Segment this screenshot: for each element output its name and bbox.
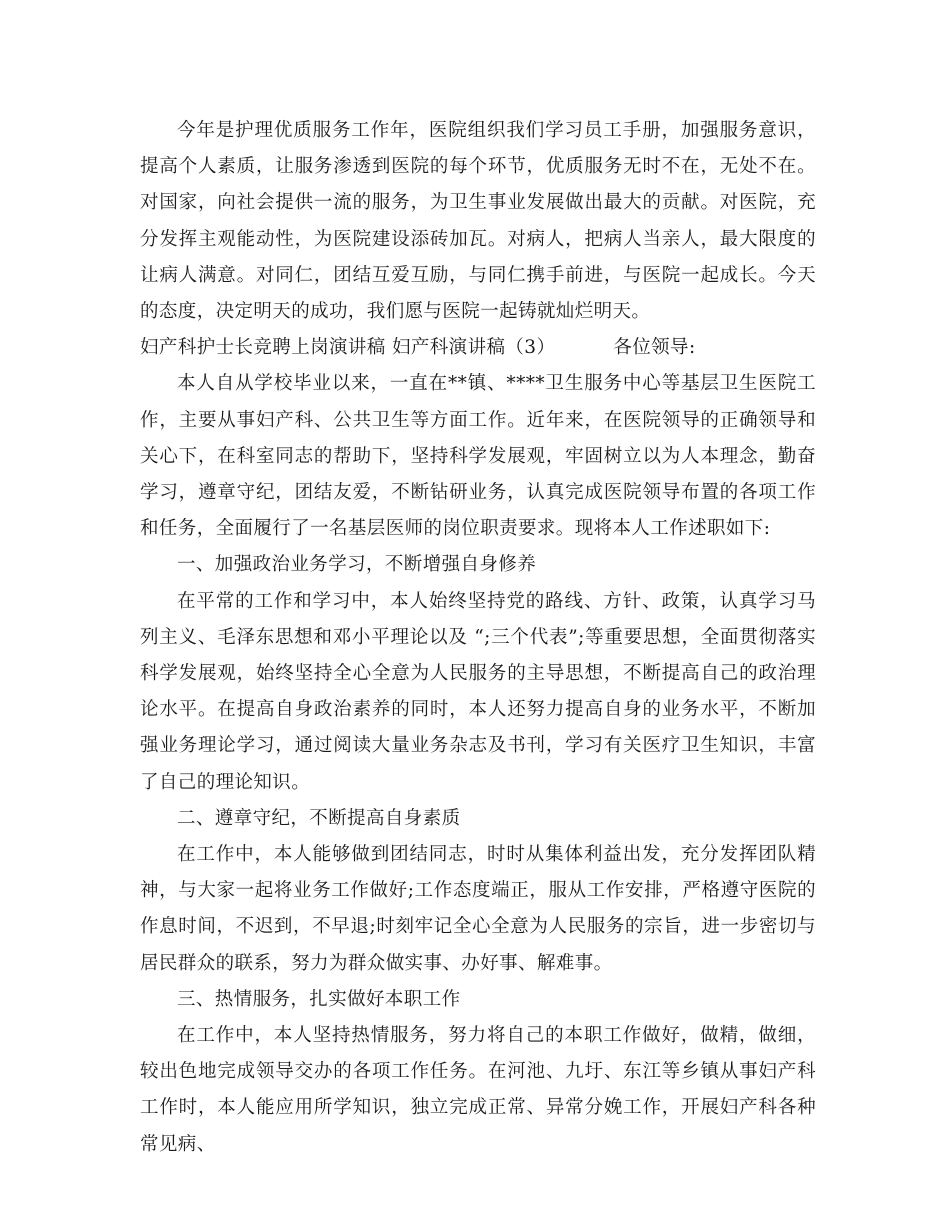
greeting: 各位领导:	[613, 337, 696, 359]
title-line	[140, 330, 816, 366]
section-heading-1: 一、加强政治业务学习，不断增强自身修养	[177, 554, 537, 576]
paragraph-political-study: 在平常的工作和学习中，本人始终坚持党的路线、方针、政策，认真学习马列主义、毛泽东思想和邓小平理论以及 “;三个代表”;等重要思想，全面贯彻落实科学发展观，始终坚持全心全意为人民服务的主导思想，不断提高自己的政治理论水平。在提高自身政治素养的同时，本人还努力提高自身的业务水平，不断加强业务理论学习，通过阅读大量业务杂志及书刊，学习有关医疗卫生知识，丰富了自己的理论知识。	[140, 590, 816, 793]
paragraph-introduction: 本人自从学校毕业以来，一直在**镇、****卫生服务中心等基层卫生医院工作，主要从事妇产科、公共卫生等方面工作。近年来，在医院领导的正确领导和关心下，在科室同志的帮助下，坚持科学发展观，牢固树立以为人本理念，勤奋学习，遵章守纪，团结友爱，不断钻研业务，认真完成医院领导布置的各项工作和任务，全面履行了一名基层医师的岗位职责要求。现将本人工作述职如下:	[140, 373, 816, 540]
document-page	[140, 113, 816, 1163]
paragraph-service-year: 今年是护理优质服务工作年，医院组织我们学习员工手册，加强服务意识，提高个人素质，让服务渗透到医院的每个环节，优质服务无时不在，无处不在。对国家，向社会提供一流的服务，为卫生事业发展做出最大的贡献。对医院，充分发挥主观能动性，为医院建设添砖加瓦。对病人，把病人当亲人，最大限度的让病人满意。对同仁，团结互爱互励，与同仁携手前进，与医院一起成长。今天的态度，决定明天的成功，我们愿与医院一起铸就灿烂明天。	[140, 120, 816, 323]
paragraph-discipline: 在工作中，本人能够做到团结同志，时时从集体利益出发，充分发挥团队精神，与大家一起将业务工作做好;工作态度端正，服从工作安排，严格遵守医院的作息时间，不迟到，不早退;时刻牢记全心全意为人民服务的宗旨，进一步密切与居民群众的联系，努力为群众做实事、办好事、解难事。	[140, 844, 816, 974]
paragraph-service-work: 在工作中，本人坚持热情服务，努力将自己的本职工作做好，做精，做细，较出色地完成领导交办的各项工作任务。在河池、九圩、东江等乡镇从事妇产科工作时，本人能应用所学知识，独立完成正常、异常分娩工作，开展妇产科各种常见病、	[140, 1025, 816, 1155]
section-heading-3: 三、热情服务，扎实做好本职工作	[177, 988, 461, 1010]
speech-title: 妇产科护士长竞聘上岗演讲稿 妇产科演讲稿（3）	[140, 337, 556, 359]
section-heading-2: 二、遵章守纪，不断提高自身素质	[177, 807, 461, 829]
